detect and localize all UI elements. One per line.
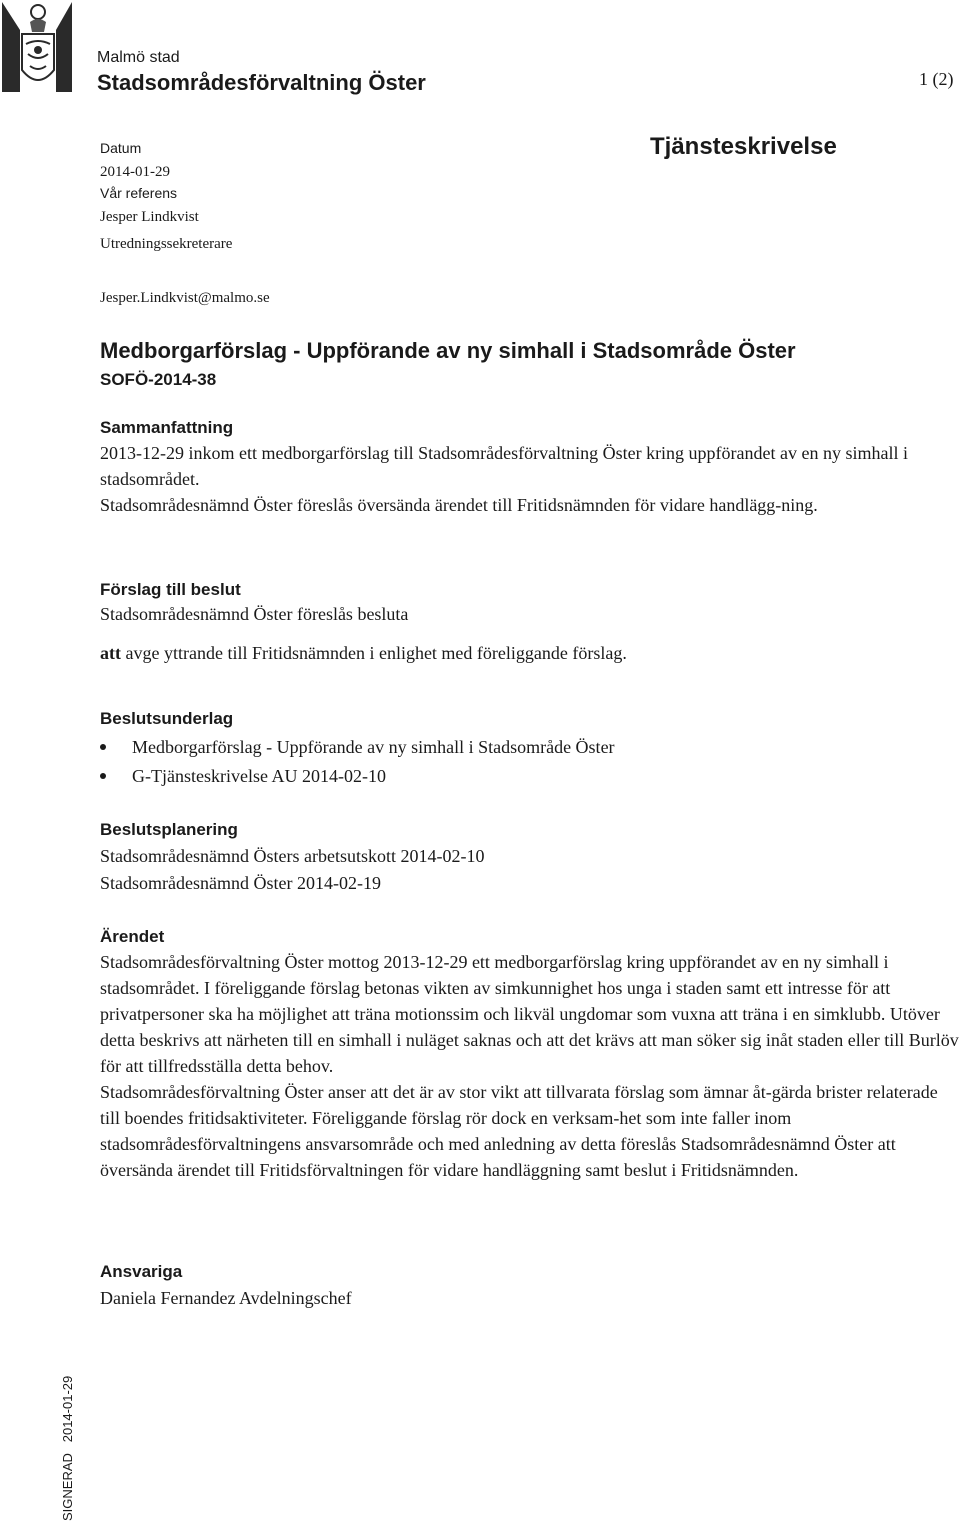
proposal-att-text: avge yttrande till Fritidsnämnden i enlighet med föreliggande förslag. (121, 643, 627, 663)
proposal-att-line (100, 640, 627, 666)
att-keyword: att (100, 643, 121, 663)
responsible-heading: Ansvariga (100, 1262, 183, 1281)
email-address: Jesper.Lindkvist@malmo.se (100, 290, 270, 306)
responsible-line: Daniela Fernandez Avdelningschef (100, 1288, 352, 1308)
planning-heading: Beslutsplanering (100, 820, 238, 839)
bullet-icon (100, 744, 106, 750)
summary-paragraph: Stadsområdesnämnd Öster föreslås översända ärendet till Fritidsnämnden för vidare handlägg-ning. (100, 495, 818, 515)
page-number: 1 (2) (919, 69, 954, 89)
document-title: Medborgarförslag - Uppförande av ny simhall i Stadsområde Öster (100, 338, 796, 363)
planning-line: Stadsområdesnämnd Öster 2014-02-19 (100, 873, 381, 893)
organization-name: Malmö stad (97, 49, 180, 66)
basis-heading: Beslutsunderlag (100, 709, 234, 728)
reference-label: Vår referens (100, 185, 178, 201)
matter-body (100, 949, 960, 1183)
summary-heading: Sammanfattning (100, 418, 234, 437)
date-label: Datum (100, 140, 142, 156)
list-item-text: G-Tjänsteskrivelse AU 2014-02-10 (132, 766, 386, 786)
signed-stamp: SIGNERAD 2014-01-29 (60, 1375, 75, 1521)
malmo-coat-of-arms-logo (0, 0, 74, 94)
proposal-heading: Förslag till beslut (100, 580, 241, 599)
list-item (100, 734, 615, 760)
department-name: Stadsområdesförvaltning Öster (97, 70, 426, 95)
matter-paragraph: Stadsområdesförvaltning Öster anser att det är av stor vikt att tillvarata förslag som ämnar åt-gärda brister relaterade till boendes fritidsaktiviteter. Föreliggande förslag rör dock en verksam-het som inte faller inom stadsområdesförvaltningens ansvarsområde och med anledning av detta föreslås Stadsområdesnämnd Öster att översända ärendet till Fritidsförvaltningen för vidare handläggning samt beslut i Fritidsnämnden. (100, 1082, 938, 1180)
matter-paragraph: Stadsområdesförvaltning Öster mottog 2013-12-29 ett medborgarförslag kring uppförandet av en ny simhall i stadsområdet. I föreliggande förslag betonas vikten av simkunnighet hos unga i staden samt ett intresse för att privatpersoner ska ha möjlighet att träna motionssim och likväl ungdomar som vuxna att träna i en simklubb. Utöver detta beskrivs att närheten till en simhall i nuläget saknas och att det krävs att man söker sig inåt staden eller till Burlöv för att tillfredsställa detta behov. (100, 952, 959, 1076)
list-item-text: Medborgarförslag - Uppförande av ny simhall i Stadsområde Öster (132, 737, 615, 757)
document-type: Tjänsteskrivelse (650, 133, 837, 160)
summary-body (100, 440, 960, 518)
matter-heading: Ärendet (100, 927, 165, 946)
bullet-icon (100, 773, 106, 779)
reference-title: Utredningssekreterare (100, 236, 233, 252)
planning-line: Stadsområdesnämnd Östers arbetsutskott 2014-02-10 (100, 846, 485, 866)
list-item (100, 763, 386, 789)
proposal-line: Stadsområdesnämnd Öster föreslås besluta (100, 604, 409, 624)
date-value: 2014-01-29 (100, 164, 170, 180)
document-reference: SOFÖ-2014-38 (100, 370, 217, 389)
reference-name: Jesper Lindkvist (100, 209, 199, 225)
summary-paragraph: 2013-12-29 inkom ett medborgarförslag till Stadsområdesförvaltning Öster kring uppförandet av en ny simhall i stadsområdet. (100, 443, 909, 489)
